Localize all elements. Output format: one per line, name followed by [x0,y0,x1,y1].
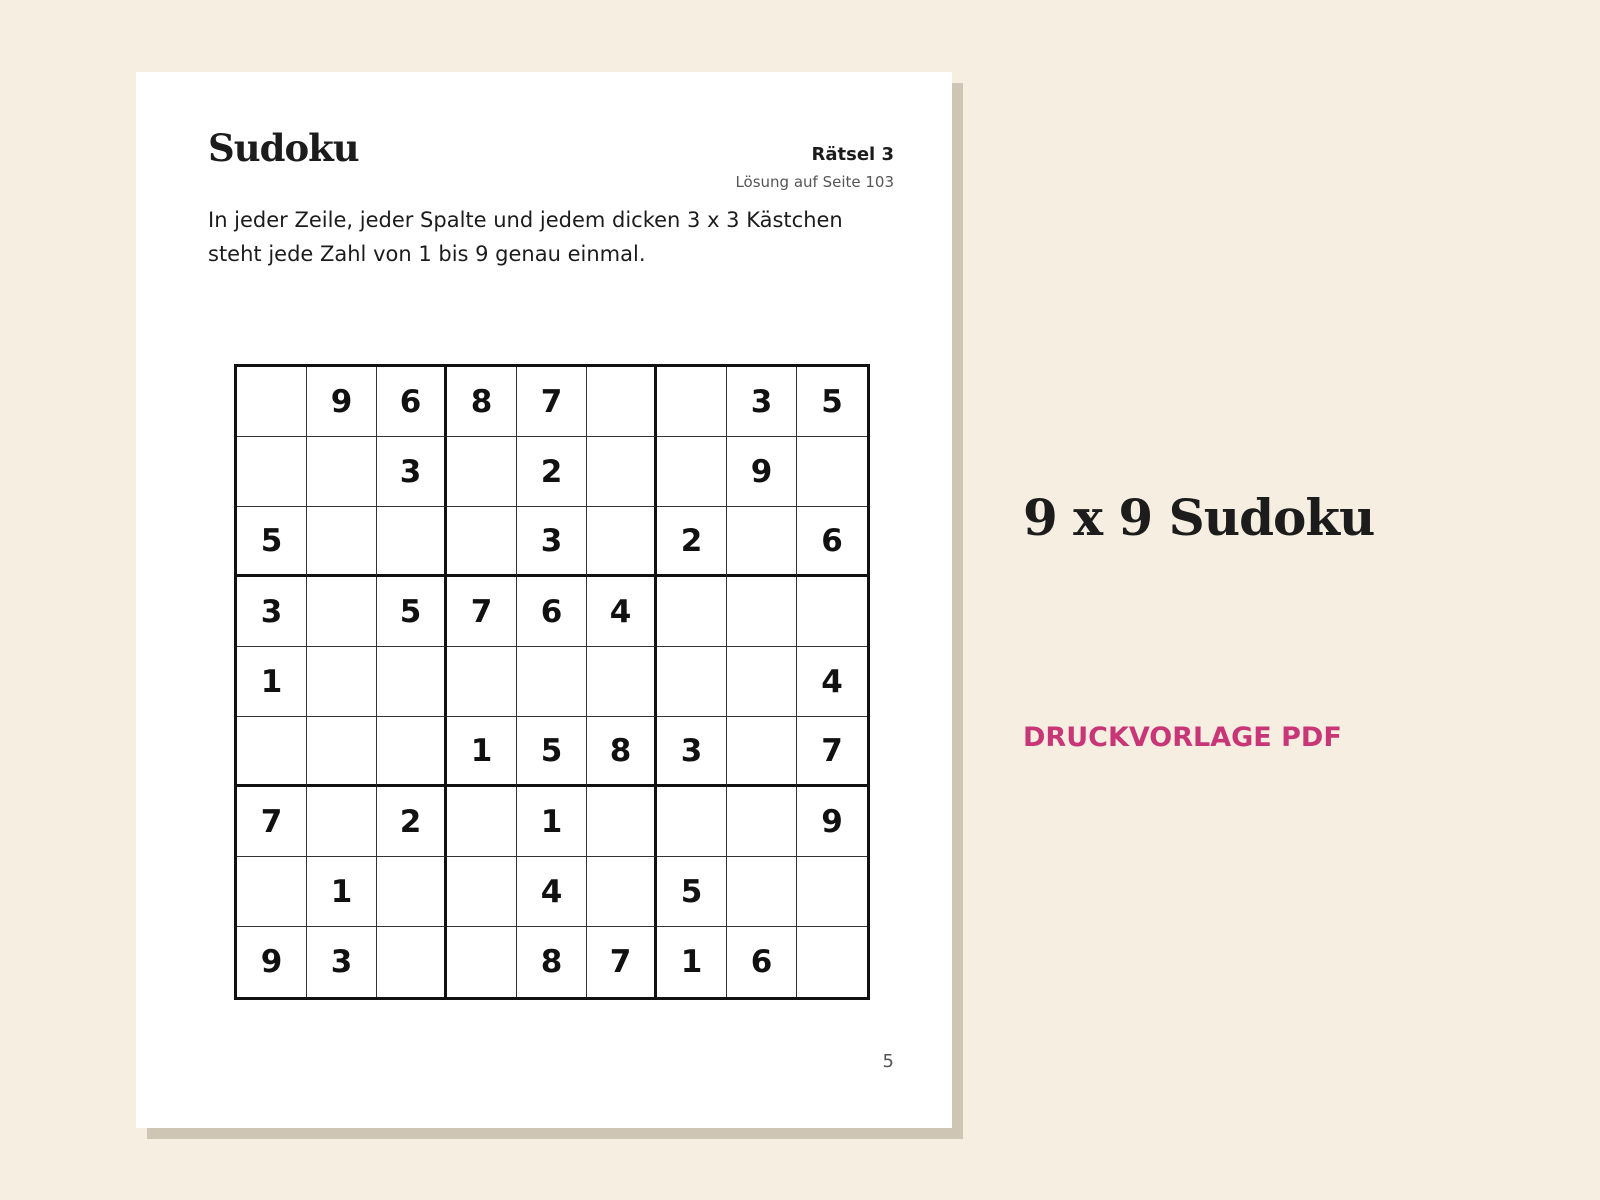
sudoku-cell[interactable] [377,927,447,997]
sudoku-cell[interactable] [587,437,657,507]
sudoku-cell[interactable] [657,367,727,437]
sudoku-cell[interactable] [237,857,307,927]
sudoku-cell[interactable] [307,437,377,507]
sudoku-cell[interactable] [727,507,797,577]
sudoku-cell: 8 [587,717,657,787]
sudoku-cell[interactable] [727,857,797,927]
sudoku-cell[interactable] [377,717,447,787]
sudoku-cell[interactable] [447,927,517,997]
sudoku-cell: 9 [727,437,797,507]
sudoku-cell: 7 [237,787,307,857]
puzzle-label: Rätsel 3 [811,144,894,165]
sudoku-cell: 9 [237,927,307,997]
solution-reference: Lösung auf Seite 103 [735,173,894,191]
sudoku-cell[interactable] [797,577,867,647]
sudoku-cell[interactable] [517,647,587,717]
sudoku-cell[interactable] [237,437,307,507]
sudoku-cell[interactable] [727,647,797,717]
sudoku-cell[interactable] [657,647,727,717]
sudoku-cell: 5 [797,367,867,437]
sudoku-cell[interactable] [447,787,517,857]
sudoku-cell[interactable] [727,787,797,857]
sudoku-cell[interactable] [307,787,377,857]
sudoku-cell: 3 [727,367,797,437]
sudoku-cell[interactable] [237,717,307,787]
sudoku-cell: 7 [517,367,587,437]
sudoku-cell[interactable] [797,927,867,997]
sudoku-cell: 5 [377,577,447,647]
sudoku-cell[interactable] [447,507,517,577]
sudoku-cell: 5 [657,857,727,927]
sudoku-cell[interactable] [727,577,797,647]
sudoku-cell: 8 [517,927,587,997]
product-title: 9 x 9 Sudoku [1023,488,1375,547]
sudoku-cell: 2 [377,787,447,857]
sudoku-cell: 1 [447,717,517,787]
sudoku-cell: 2 [517,437,587,507]
page-number: 5 [882,1051,894,1072]
sudoku-cell[interactable] [307,507,377,577]
sudoku-cell: 9 [797,787,867,857]
sudoku-cell[interactable] [307,577,377,647]
sudoku-cell: 1 [237,647,307,717]
sudoku-cell[interactable] [587,857,657,927]
product-badge: DRUCKVORLAGE PDF [1023,722,1342,753]
sudoku-cell: 2 [657,507,727,577]
sudoku-cell[interactable] [657,577,727,647]
sudoku-cell: 9 [307,367,377,437]
sudoku-cell[interactable] [377,647,447,717]
sudoku-cell[interactable] [657,437,727,507]
sudoku-cell: 5 [517,717,587,787]
sudoku-cell: 3 [517,507,587,577]
sudoku-cell: 6 [727,927,797,997]
sudoku-cell[interactable] [587,647,657,717]
sudoku-cell: 8 [447,367,517,437]
page-title: Sudoku [208,126,359,170]
sudoku-cell[interactable] [797,857,867,927]
sudoku-cell[interactable] [307,717,377,787]
sudoku-cell: 4 [587,577,657,647]
sudoku-cell: 6 [797,507,867,577]
sudoku-cell: 7 [587,927,657,997]
sudoku-cell[interactable] [447,857,517,927]
sudoku-cell: 1 [657,927,727,997]
sudoku-cell[interactable] [237,367,307,437]
sudoku-cell: 3 [237,577,307,647]
sudoku-cell[interactable] [587,367,657,437]
instructions: In jeder Zeile, jeder Spalte und jedem dicken 3 x 3 Kästchen steht jede Zahl von 1 bis 9 genau einmal. [208,208,843,266]
sudoku-cell: 6 [377,367,447,437]
sudoku-cell: 6 [517,577,587,647]
sudoku-cell[interactable] [307,647,377,717]
sudoku-cell[interactable] [587,787,657,857]
sudoku-cell[interactable] [587,507,657,577]
sudoku-cell[interactable] [447,647,517,717]
sudoku-cell: 1 [517,787,587,857]
sudoku-cell: 1 [307,857,377,927]
sudoku-cell: 4 [797,647,867,717]
sudoku-grid [234,364,870,1000]
sudoku-cell: 3 [307,927,377,997]
sudoku-cell[interactable] [377,507,447,577]
sudoku-cell[interactable] [797,437,867,507]
sudoku-cell: 7 [447,577,517,647]
sudoku-cell[interactable] [657,787,727,857]
sudoku-cell: 5 [237,507,307,577]
sudoku-cell[interactable] [727,717,797,787]
sudoku-cell: 3 [377,437,447,507]
sudoku-cell[interactable] [447,437,517,507]
puzzle-page [136,72,952,1128]
sudoku-cell: 4 [517,857,587,927]
sudoku-cell: 3 [657,717,727,787]
sudoku-cell[interactable] [377,857,447,927]
sudoku-cell: 7 [797,717,867,787]
